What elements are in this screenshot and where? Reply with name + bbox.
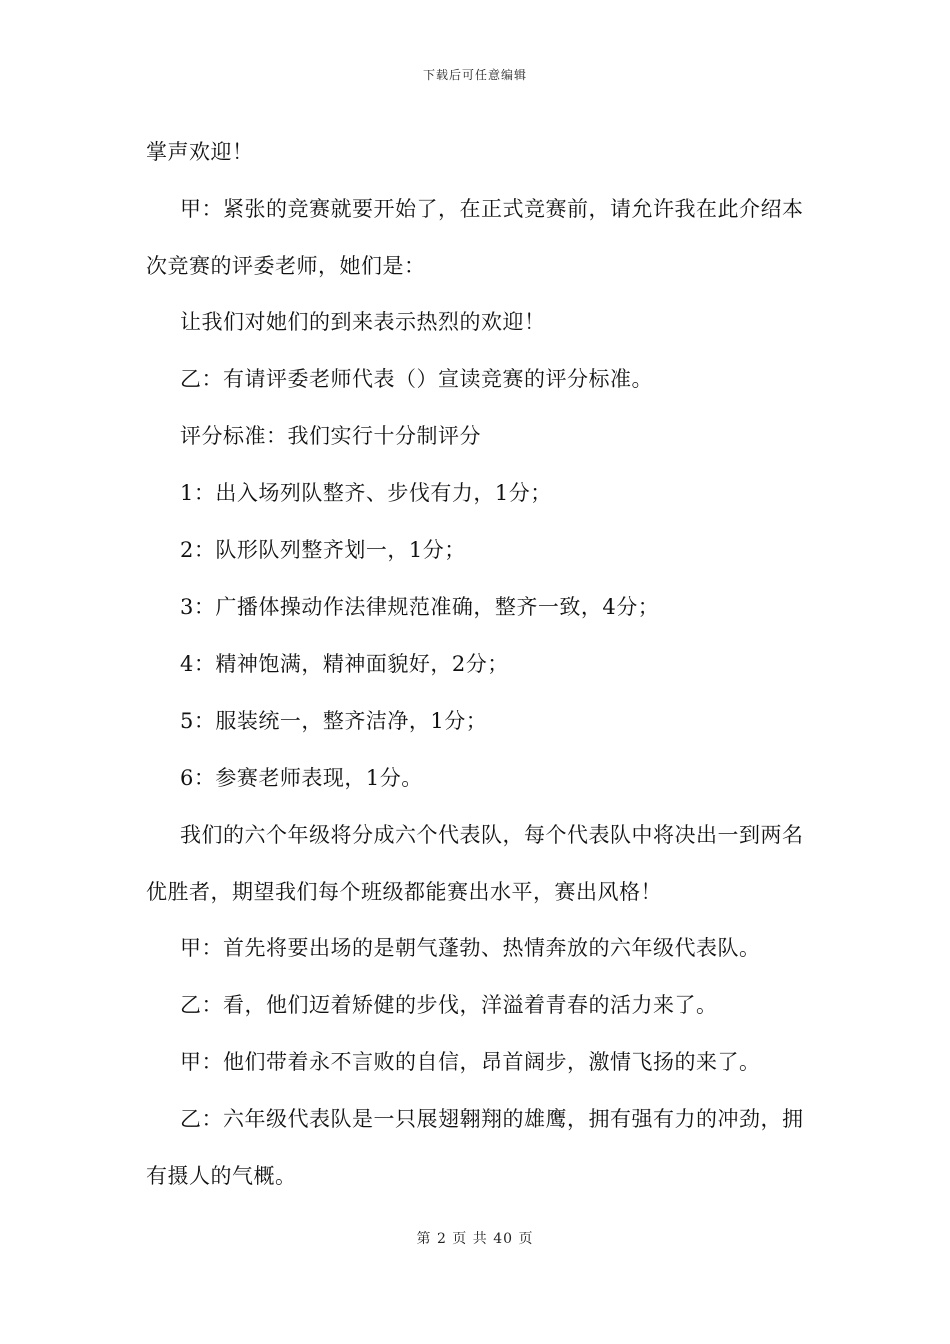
paragraph: 甲：他们带着永不言败的自信，昂首阔步，激情飞扬的来了。 (180, 1050, 761, 1074)
paragraph: 掌声欢迎！ (146, 140, 254, 164)
page-header: 下载后可任意编辑 (422, 68, 527, 82)
page-footer: 第 2 页 共 40 页 (416, 1231, 534, 1247)
paragraph: 1：出入场列队整齐、步伐有力，1分； (180, 481, 552, 505)
paragraph: 乙：有请评委老师代表（）宣读竞赛的评分标准。 (180, 367, 653, 391)
paragraph: 6：参赛老师表现，1分。 (180, 766, 423, 790)
paragraph: 我们的六个年级将分成六个代表队，每个代表队中将决出一到两名优胜者，期望我们每个班级都能赛出水平，赛出风格！ (146, 823, 804, 904)
paragraph: 甲：紧张的竞赛就要开始了，在正式竞赛前，请允许我在此介绍本次竞赛的评委老师，她们是： (146, 197, 804, 278)
paragraph: 评分标准：我们实行十分制评分 (180, 424, 481, 448)
paragraph: 乙：看，他们迈着矫健的步伐，洋溢着青春的活力来了。 (180, 993, 718, 1017)
paragraph: 5：服装统一，整齐洁净，1分； (180, 709, 488, 733)
paragraph: 2：队形队列整齐划一，1分； (180, 538, 466, 562)
paragraph: 4：精神饱满，精神面貌好，2分； (180, 652, 509, 676)
document-body (146, 133, 810, 1205)
paragraph: 3：广播体操动作法律规范准确，整齐一致，4分； (180, 595, 660, 619)
paragraph: 让我们对她们的到来表示热烈的欢迎！ (180, 310, 546, 334)
paragraph: 乙：六年级代表队是一只展翅翱翔的雄鹰，拥有强有力的冲劲，拥有摄人的气概。 (146, 1107, 804, 1188)
paragraph: 甲：首先将要出场的是朝气蓬勃、热情奔放的六年级代表队。 (180, 936, 761, 960)
